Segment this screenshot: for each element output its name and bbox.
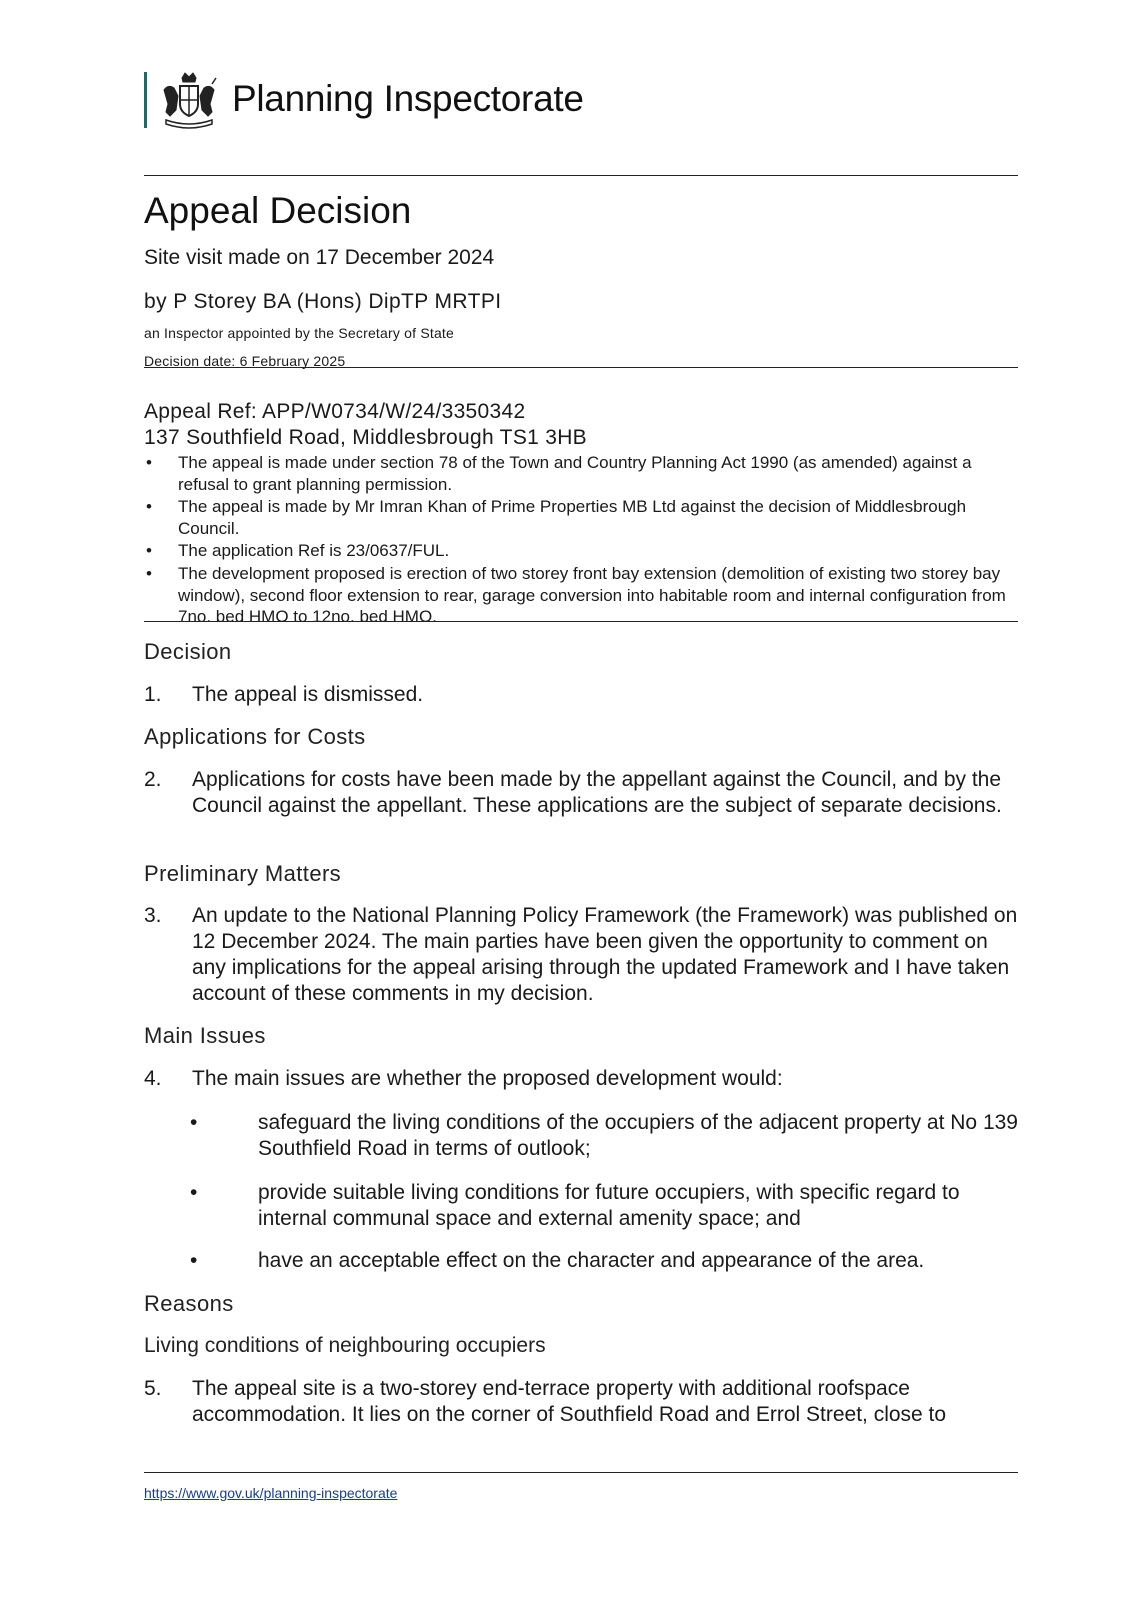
issue-item: • have an acceptable effect on the character and appearance of the area. (190, 1249, 925, 1272)
inspector-role: an Inspector appointed by the Secretary of State (144, 325, 455, 341)
list-item: • The appeal is made under section 78 of the Town and Country Planning Act 1990 (as amended) against a refusal to grant planning permission. (146, 453, 972, 494)
section-heading-decision: Decision (144, 639, 232, 664)
divider (144, 175, 1018, 176)
paragraph-2: 2. Applications for costs have been made by the appellant against the Council, and by the Council against the appellant. These applications are the subject of separate decisions. (144, 768, 1002, 817)
royal-crest-icon (158, 70, 220, 132)
divider (144, 621, 1018, 622)
issue-item: • safeguard the living conditions of the occupiers of the adjacent property at No 139 Southfield Road in terms of outlook; (190, 1111, 1018, 1160)
inspector-name: by P Storey BA (Hons) DipTP MRTPI (144, 290, 502, 313)
paragraph-4: 4. The main issues are whether the proposed development would: (144, 1067, 783, 1090)
list-item: • The development proposed is erection of two storey front bay extension (demolition of existing two storey bay window), second floor extension to rear, garage conversion into habitable room and internal configuration from 7no. bed HMO to 12no. bed HMO. (146, 563, 1006, 627)
subsection-heading: Living conditions of neighbouring occupiers (144, 1334, 546, 1357)
divider (144, 367, 1018, 368)
site-visit-date: Site visit made on 17 December 2024 (144, 246, 495, 269)
appeal-ref: Appeal Ref: APP/W0734/W/24/3350342 (144, 400, 526, 423)
section-heading-main-issues: Main Issues (144, 1023, 266, 1048)
footer-divider (144, 1472, 1018, 1473)
section-heading-preliminary: Preliminary Matters (144, 861, 342, 886)
appeal-address: 137 Southfield Road, Middlesbrough TS1 3HB (144, 426, 587, 449)
appeal-summary-list (144, 452, 1024, 629)
list-item: • The appeal is made by Mr Imran Khan of Prime Properties MB Ltd against the decision of Middlesbrough Council. (146, 497, 967, 538)
section-heading-costs: Applications for Costs (144, 724, 366, 749)
section-heading-reasons: Reasons (144, 1291, 234, 1316)
decision-date: Decision date: 6 February 2025 (144, 353, 346, 369)
paragraph-5: 5. The appeal site is a two-storey end-terrace property with additional roofspace accommodation. It lies on the corner of Southfield Road and Errol Street, close to (144, 1377, 947, 1426)
footer-website-link[interactable]: https://www.gov.uk/planning-inspectorate (144, 1485, 398, 1501)
paragraph-1: 1. The appeal is dismissed. (144, 683, 424, 706)
paragraph-3: 3. An update to the National Planning Policy Framework (the Framework) was published on 12 December 2024. The main parties have been given the opportunity to comment on any implications for the appeal arising through the updated Framework and I have taken account of these comments in my decision. (144, 904, 1018, 1005)
org-name: Planning Inspectorate (232, 78, 584, 119)
brand-accent-bar (144, 72, 147, 128)
page-title: Appeal Decision (144, 190, 412, 231)
list-item: • The application Ref is 23/0637/FUL. (146, 541, 450, 561)
issue-item: • provide suitable living conditions for future occupiers, with specific regard to internal communal space and external amenity space; and (190, 1181, 960, 1230)
